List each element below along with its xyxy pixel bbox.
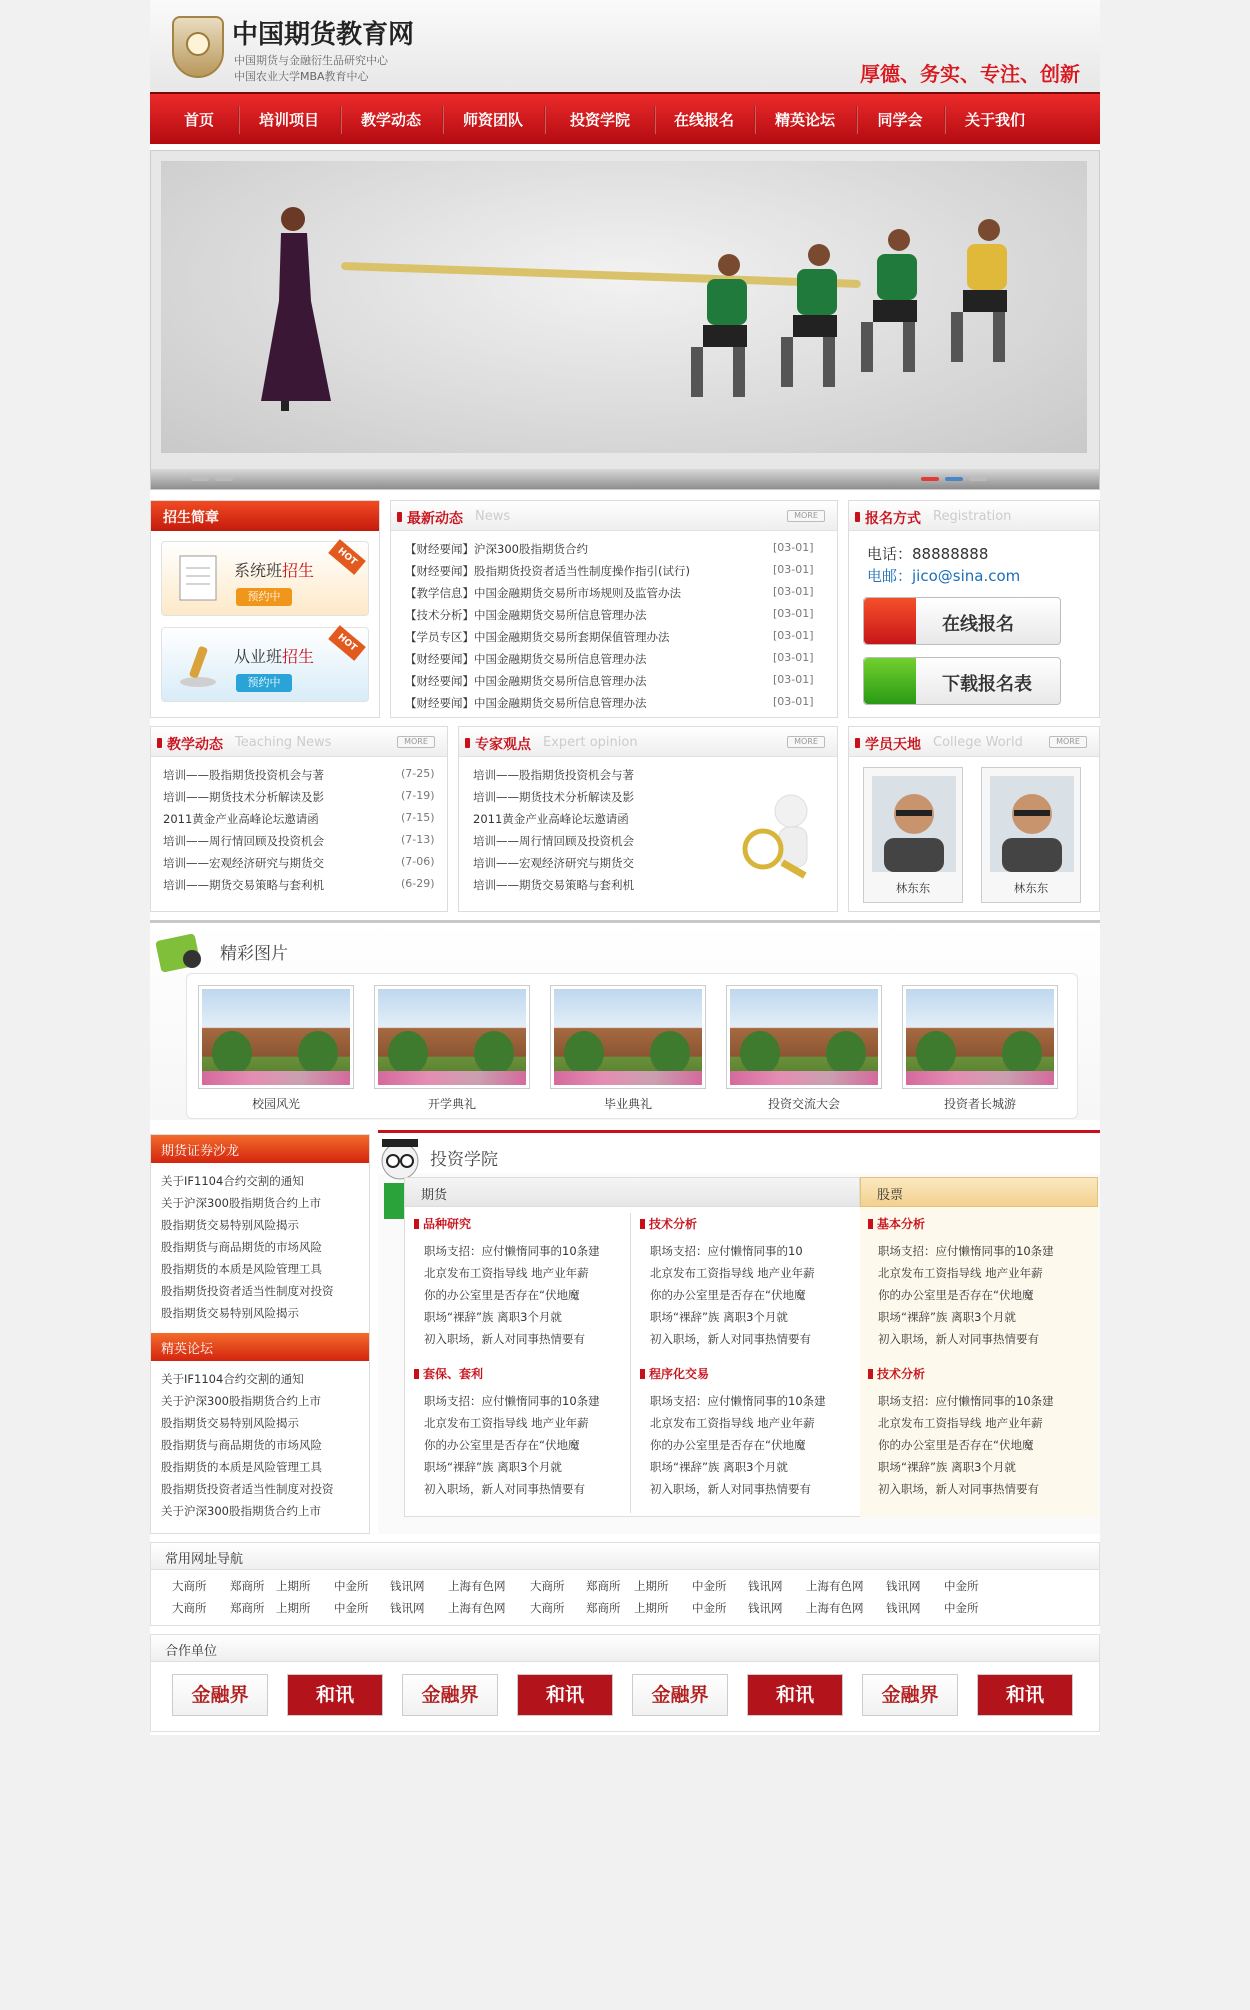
academy-category[interactable]: 基本分析 [868, 1215, 925, 1232]
news-tag: 【教学信息】 [405, 586, 474, 600]
reserve-button[interactable]: 预约中 [236, 674, 292, 692]
news-item[interactable] [405, 673, 745, 689]
nav-link[interactable]: 上期所 [276, 1601, 311, 1615]
enroll-title: 招生简章 [163, 510, 219, 526]
nav-link[interactable]: 大商所 [172, 1601, 207, 1615]
more-button[interactable]: MORE [787, 510, 825, 522]
news-text: 中国金融期货交易所套期保值管理办法 [474, 630, 670, 644]
online-register-label: 在线报名 [942, 614, 1014, 635]
teaching-item[interactable]: 培训——期货交易策略与套利机 [163, 878, 324, 892]
gallery-caption: 开学典礼 [427, 1097, 476, 1111]
news-text: 中国金融期货交易所信息管理办法 [474, 674, 647, 688]
nav-link[interactable]: 郑商所 [230, 1579, 265, 1593]
register-title: 报名方式 [865, 508, 921, 528]
nav-link[interactable]: 郑商所 [586, 1601, 621, 1615]
news-item[interactable] [405, 563, 745, 579]
news-date: [03-01] [773, 651, 814, 664]
gallery-caption: 投资者长城游 [943, 1097, 1016, 1111]
academy-item[interactable]: 初入职场，新人对同事热情要有 [424, 1332, 585, 1346]
nav-register[interactable]: 在线报名 [673, 111, 734, 129]
academy-item[interactable]: 职场支招：应付懒惰同事的10条建 [424, 1244, 600, 1258]
salon-title: 期货证券沙龙 [151, 1135, 369, 1163]
nav-link[interactable]: 大商所 [530, 1579, 565, 1593]
alumni-name: 林东东 [895, 881, 931, 895]
magnifier-figure-icon [729, 783, 825, 893]
forum-item[interactable]: 关于沪深300股指期货合约上市 [161, 1394, 321, 1408]
alumni-name: 林东东 [1013, 881, 1049, 895]
teaching-date: (7-15) [401, 811, 435, 824]
forum-item[interactable]: 股指期货交易特别风险揭示 [161, 1416, 299, 1430]
academy-item[interactable]: 北京发布工资指导线 地产业年薪 [424, 1416, 589, 1430]
more-button[interactable]: MORE [397, 736, 435, 748]
email-value[interactable]: jico@sina.com [912, 567, 1021, 585]
nav-about[interactable]: 关于我们 [964, 111, 1025, 129]
news-tag: 【财经要闻】 [405, 674, 474, 688]
slogan: 厚德、务实、专注、创新 [860, 62, 1080, 86]
banner-image [161, 161, 1087, 453]
alumni-en: College World [933, 735, 1023, 750]
news-date: [03-01] [773, 607, 814, 620]
news-item[interactable] [405, 651, 745, 667]
nav-link[interactable]: 中金所 [334, 1579, 369, 1593]
academy-section [378, 1130, 1100, 1534]
salon-item[interactable]: 股指期货的本质是风险管理工具 [161, 1262, 322, 1276]
teaching-date: (7-13) [401, 833, 435, 846]
news-tag: 【技术分析】 [405, 608, 474, 622]
nav-faculty[interactable]: 师资团队 [462, 111, 523, 129]
salon-item[interactable]: 股指期货交易特别风险揭示 [161, 1306, 299, 1320]
links-title: 常用网址导航 [150, 1542, 1100, 1570]
salon-item[interactable]: 股指期货投资者适当性制度对投资 [161, 1284, 334, 1298]
header [150, 0, 1100, 92]
news-tag: 【财经要闻】 [405, 652, 474, 666]
opinion-item[interactable]: 培训——周行情回顾及投资机会 [473, 834, 634, 848]
nav-link[interactable]: 上海有色网 [806, 1601, 864, 1615]
nav-link[interactable]: 上海有色网 [448, 1601, 506, 1615]
academy-item[interactable]: 北京发布工资指导线 地产业年薪 [878, 1266, 1043, 1280]
academy-item[interactable]: 初入职场，新人对同事热情要有 [650, 1482, 811, 1496]
news-text: 中国金融期货交易所信息管理办法 [474, 608, 647, 622]
academy-item[interactable]: 初入职场，新人对同事热情要有 [878, 1482, 1039, 1496]
partner-logo[interactable]: 金融界 [402, 1674, 498, 1716]
academy-item[interactable]: 职场“裸辞”族 离职3个月就 [650, 1310, 788, 1324]
banner-dot-1[interactable] [921, 477, 939, 481]
teaching-panel [150, 726, 448, 912]
news-text: 股指期货投资者适当性制度操作指引(试行) [474, 564, 690, 578]
news-panel [390, 500, 838, 718]
academy-title: 投资学院 [430, 1150, 498, 1170]
academy-item[interactable]: 你的办公室里是否存在“伏地魔 [650, 1438, 806, 1452]
nav-teaching[interactable]: 教学动态 [360, 111, 421, 129]
nav-link[interactable]: 中金所 [944, 1579, 979, 1593]
nav-link[interactable]: 上期所 [634, 1601, 669, 1615]
nav-link[interactable]: 钱讯网 [390, 1579, 425, 1593]
partner-logo[interactable]: 和讯 [517, 1674, 613, 1716]
pencil-icon [864, 598, 916, 644]
opinion-title: 专家观点 [475, 734, 531, 754]
nav-link[interactable]: 上期所 [634, 1579, 669, 1593]
gallery-photo[interactable] [902, 985, 1058, 1089]
course-professional[interactable] [161, 627, 369, 702]
banner-dot-2[interactable] [945, 477, 963, 481]
course-name: 从业班 [234, 647, 283, 666]
nav-link[interactable]: 上海有色网 [448, 1579, 506, 1593]
opinion-item[interactable]: 培训——期货技术分析解读及影 [473, 790, 634, 804]
academy-item[interactable]: 职场支招：应付懒惰同事的10条建 [878, 1244, 1054, 1258]
news-item[interactable] [405, 607, 745, 623]
nav-link[interactable]: 中金所 [692, 1579, 727, 1593]
academy-item[interactable]: 你的办公室里是否存在“伏地魔 [878, 1288, 1034, 1302]
teaching-item[interactable]: 培训——股指期货投资机会与著 [163, 768, 324, 782]
gallery-caption: 毕业典礼 [603, 1097, 652, 1111]
download-arrow-icon [864, 658, 916, 704]
teaching-item[interactable]: 培训——周行情回顾及投资机会 [163, 834, 324, 848]
academy-item[interactable]: 职场“裸辞”族 离职3个月就 [650, 1460, 788, 1474]
news-date: [03-01] [773, 541, 814, 554]
gallery-caption: 投资交流大会 [767, 1097, 840, 1111]
avatar [990, 776, 1074, 872]
hot-badge: HOT [328, 625, 366, 661]
academy-item[interactable]: 职场“裸辞”族 离职3个月就 [878, 1310, 1016, 1324]
nav-link[interactable]: 大商所 [172, 1579, 207, 1593]
reserve-button[interactable]: 预约中 [236, 588, 292, 606]
academy-item[interactable]: 初入职场，新人对同事热情要有 [650, 1332, 811, 1346]
academy-item[interactable]: 职场“裸辞”族 离职3个月就 [878, 1460, 1016, 1474]
course-hl: 招生 [282, 647, 315, 666]
teaching-date: (7-25) [401, 767, 435, 780]
teaching-item[interactable]: 培训——期货技术分析解读及影 [163, 790, 324, 804]
main-nav [150, 92, 1100, 144]
partner-logo[interactable]: 和讯 [287, 1674, 383, 1716]
gallery-title: 精彩图片 [220, 944, 288, 964]
alumni-card[interactable] [981, 767, 1081, 903]
camera-icon [154, 929, 210, 979]
forum-title: 精英论坛 [151, 1333, 369, 1361]
page [150, 0, 1100, 1735]
alumni-title: 学员天地 [865, 734, 921, 754]
nav-training[interactable]: 培训项目 [258, 111, 319, 129]
hot-badge: HOT [328, 539, 366, 575]
hero-banner[interactable] [150, 150, 1100, 490]
pen-icon [176, 640, 222, 690]
academy-item[interactable]: 你的办公室里是否存在“伏地魔 [424, 1288, 580, 1302]
news-tag: 【财经要闻】 [405, 696, 474, 710]
salon-item[interactable]: 股指期货交易特别风险揭示 [161, 1218, 299, 1232]
nav-home[interactable]: 首页 [183, 111, 214, 129]
more-button[interactable]: MORE [1049, 736, 1087, 748]
news-date: [03-01] [773, 585, 814, 598]
partner-logo[interactable]: 金融界 [172, 1674, 268, 1716]
academy-item[interactable]: 你的办公室里是否存在“伏地魔 [878, 1438, 1034, 1452]
academy-item[interactable]: 初入职场，新人对同事热情要有 [878, 1332, 1039, 1346]
gallery-photo[interactable] [374, 985, 530, 1089]
forum-item[interactable]: 关于沪深300股指期货合约上市 [161, 1504, 321, 1518]
tab-stocks[interactable]: 股票 [860, 1177, 1098, 1207]
news-en: News [475, 509, 511, 524]
banner-dot-3[interactable] [969, 477, 987, 481]
teaching-date: (6-29) [401, 877, 435, 890]
partners-title: 合作单位 [150, 1634, 1100, 1662]
nav-academy[interactable]: 投资学院 [569, 111, 630, 129]
gallery-caption: 校园风光 [251, 1097, 300, 1111]
teaching-title: 教学动态 [167, 734, 223, 754]
gallery-photo[interactable] [550, 985, 706, 1089]
course-system[interactable] [161, 541, 369, 616]
academy-item[interactable]: 职场支招：应付懒惰同事的10条建 [878, 1394, 1054, 1408]
nav-link[interactable]: 钱讯网 [390, 1601, 425, 1615]
news-date: [03-01] [773, 563, 814, 576]
news-title: 最新动态 [407, 508, 463, 528]
academy-item[interactable]: 初入职场，新人对同事热情要有 [424, 1482, 585, 1496]
news-text: 中国金融期货交易所市场规则及监管办法 [474, 586, 681, 600]
academy-category[interactable]: 套保、套利 [414, 1365, 483, 1382]
academy-item[interactable]: 北京发布工资指导线 地产业年薪 [878, 1416, 1043, 1430]
opinion-item[interactable]: 培训——股指期货投资机会与著 [473, 768, 634, 782]
phone-value: 88888888 [912, 545, 989, 563]
nav-forum[interactable]: 精英论坛 [774, 111, 835, 129]
salon-item[interactable]: 关于沪深300股指期货合约上市 [161, 1196, 321, 1210]
nav-link[interactable]: 郑商所 [586, 1579, 621, 1593]
nav-link[interactable]: 郑商所 [230, 1601, 265, 1615]
email-label: 电邮： [867, 567, 913, 585]
nav-alumni[interactable]: 同学会 [877, 111, 923, 129]
news-item[interactable] [405, 585, 745, 601]
academy-item[interactable]: 北京发布工资指导线 地产业年薪 [650, 1266, 815, 1280]
more-button[interactable]: MORE [787, 736, 825, 748]
academy-item[interactable]: 北京发布工资指导线 地产业年薪 [650, 1416, 815, 1430]
alumni-panel [848, 726, 1100, 912]
gallery-photo[interactable] [726, 985, 882, 1089]
phone-line [867, 543, 988, 564]
academy-item[interactable]: 职场“裸辞”族 离职3个月就 [424, 1460, 562, 1474]
academy-item[interactable]: 职场支招：应付懒惰同事的10条建 [424, 1394, 600, 1408]
nav-link[interactable]: 钱讯网 [886, 1579, 921, 1593]
gallery-photo[interactable] [198, 985, 354, 1089]
nav-link[interactable]: 中金所 [944, 1601, 979, 1615]
enroll-panel [150, 500, 380, 718]
forum-item[interactable]: 股指期货的本质是风险管理工具 [161, 1460, 322, 1474]
forum-item[interactable]: 股指期货投资者适当性制度对投资 [161, 1482, 334, 1496]
tab-futures[interactable]: 期货 [404, 1177, 860, 1207]
alumni-card[interactable] [863, 767, 963, 903]
nav-link[interactable]: 中金所 [692, 1601, 727, 1615]
news-tag: 【学员专区】 [405, 630, 474, 644]
download-form-label: 下载报名表 [942, 674, 1032, 695]
partner-logo[interactable]: 和讯 [747, 1674, 843, 1716]
gallery-section [150, 920, 1100, 1120]
nav-link[interactable]: 中金所 [334, 1601, 369, 1615]
opinion-en: Expert opinion [543, 735, 638, 750]
academy-category[interactable]: 技术分析 [868, 1365, 925, 1382]
online-register-button[interactable] [863, 597, 1061, 645]
site-title: 中国期货教育网 [232, 20, 415, 50]
news-item[interactable] [405, 629, 745, 645]
download-form-button[interactable] [863, 657, 1061, 705]
opinion-item[interactable]: 培训——期货交易策略与套利机 [473, 878, 634, 892]
register-en: Registration [933, 509, 1012, 524]
nav-link[interactable]: 大商所 [530, 1601, 565, 1615]
logo-emblem-icon [172, 16, 224, 78]
partner-logo[interactable]: 和讯 [977, 1674, 1073, 1716]
opinion-item[interactable]: 培训——宏观经济研究与期货交 [473, 856, 634, 870]
site-subtitle-1: 中国期货与金融衍生品研究中心 [234, 54, 388, 67]
partner-logo[interactable]: 金融界 [632, 1674, 728, 1716]
teaching-en: Teaching News [235, 735, 332, 750]
news-item[interactable] [405, 541, 745, 557]
teaching-date: (7-06) [401, 855, 435, 868]
side-lists [150, 1134, 370, 1534]
academy-category[interactable]: 技术分析 [640, 1215, 697, 1232]
teaching-date: (7-19) [401, 789, 435, 802]
news-text: 中国金融期货交易所信息管理办法 [474, 696, 647, 710]
news-item[interactable] [405, 695, 745, 711]
course-hl: 招生 [282, 561, 315, 580]
register-panel [848, 500, 1100, 718]
nav-link[interactable]: 上期所 [276, 1579, 311, 1593]
forum-item[interactable]: 股指期货与商品期货的市场风险 [161, 1438, 322, 1452]
phone-label: 电话： [867, 545, 913, 563]
news-tag: 【财经要闻】 [405, 564, 474, 578]
avatar [872, 776, 956, 872]
academy-item[interactable]: 你的办公室里是否存在“伏地魔 [650, 1288, 806, 1302]
partner-logo[interactable]: 金融界 [862, 1674, 958, 1716]
opinion-item[interactable]: 2011黄金产业高峰论坛邀请函 [473, 812, 629, 826]
academy-category[interactable]: 品种研究 [414, 1215, 471, 1232]
academy-item[interactable]: 你的办公室里是否存在“伏地魔 [424, 1438, 580, 1452]
salon-item[interactable]: 关于IF1104合约交割的通知 [161, 1174, 304, 1188]
academy-item[interactable]: 职场“裸辞”族 离职3个月就 [424, 1310, 562, 1324]
nav-link[interactable]: 钱讯网 [748, 1579, 783, 1593]
document-icon [176, 554, 222, 604]
news-date: [03-01] [773, 695, 814, 708]
news-text: 沪深300股指期货合约 [474, 542, 588, 556]
academy-category[interactable]: 程序化交易 [640, 1365, 709, 1382]
news-date: [03-01] [773, 673, 814, 686]
teaching-item[interactable]: 培训——宏观经济研究与期货交 [163, 856, 324, 870]
nav-link[interactable]: 上海有色网 [806, 1579, 864, 1593]
nav-link[interactable]: 钱讯网 [748, 1601, 783, 1615]
teaching-item[interactable]: 2011黄金产业高峰论坛邀请函 [163, 812, 319, 826]
news-date: [03-01] [773, 629, 814, 642]
nav-link[interactable]: 钱讯网 [886, 1601, 921, 1615]
news-text: 中国金融期货交易所信息管理办法 [474, 652, 647, 666]
forum-item[interactable]: 关于IF1104合约交割的通知 [161, 1372, 304, 1386]
news-tag: 【财经要闻】 [405, 542, 474, 556]
opinion-panel [458, 726, 838, 912]
academy-item[interactable]: 职场支招：应付懒惰同事的10 [650, 1244, 803, 1258]
course-name: 系统班 [234, 561, 283, 580]
site-subtitle-2: 中国农业大学MBA教育中心 [234, 70, 369, 83]
email-line [867, 565, 1020, 586]
salon-item[interactable]: 股指期货与商品期货的市场风险 [161, 1240, 322, 1254]
academy-item[interactable]: 职场支招：应付懒惰同事的10条建 [650, 1394, 826, 1408]
academy-item[interactable]: 北京发布工资指导线 地产业年薪 [424, 1266, 589, 1280]
